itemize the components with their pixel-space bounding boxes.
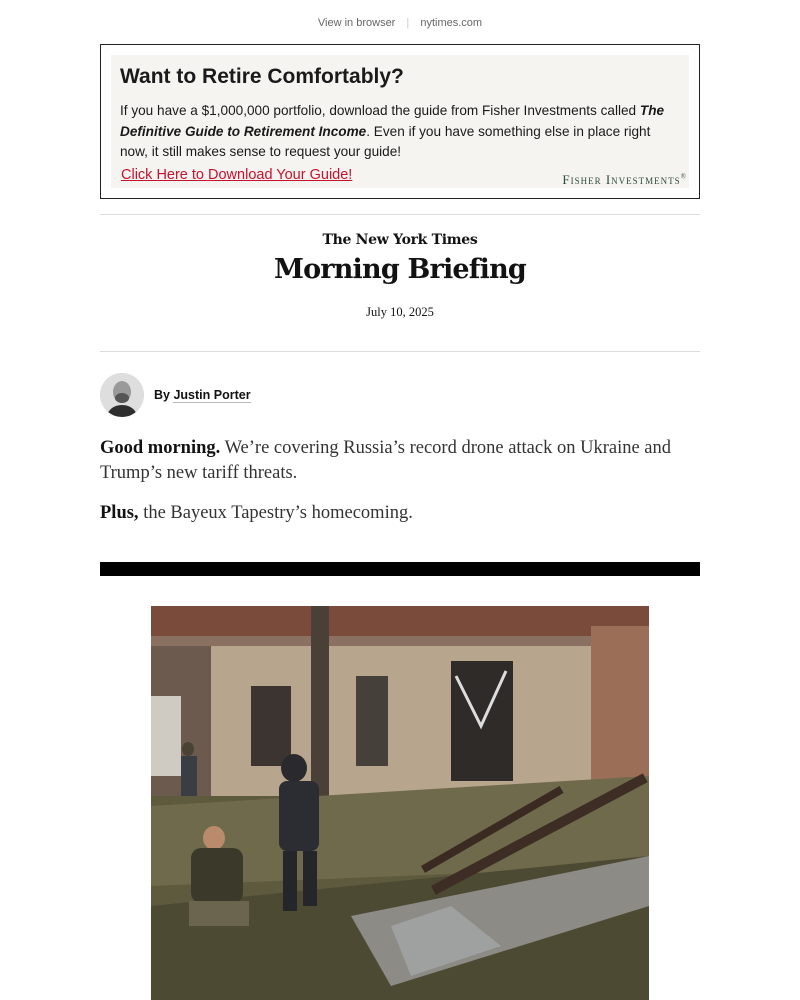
section-divider-bar	[100, 562, 700, 576]
author-link[interactable]: Justin Porter	[173, 388, 251, 402]
ukraine-damage-photo	[151, 606, 649, 1000]
ad-guide-title: The Definitive Guide to Retirement Income	[120, 103, 665, 139]
advertisement-banner[interactable]	[100, 44, 700, 199]
fisher-investments-logo	[562, 172, 687, 188]
divider	[100, 214, 700, 215]
ad-body	[120, 101, 680, 163]
byline-text	[154, 388, 251, 402]
intro	[100, 436, 700, 541]
ad-title: Want to Retire Comfortably?	[120, 65, 404, 88]
issue-date: July 10, 2025	[366, 305, 434, 319]
byline-prefix: By	[154, 388, 170, 402]
lead-story-photo[interactable]	[151, 606, 649, 1000]
ad-body-text-1: If you have a $1,000,000 portfolio, download the guide from Fisher Investments called	[120, 103, 640, 118]
intro-text: We’re covering Russia’s record drone attack on Ukraine and Trump’s new tariff threats.	[100, 438, 672, 483]
greeting: Good morning.	[100, 438, 221, 458]
download-guide-link[interactable]: Click Here to Download Your Guide!	[121, 167, 353, 183]
newsletter-title: Morning Briefing	[274, 254, 526, 285]
author-avatar	[100, 373, 144, 417]
author-photo	[100, 373, 144, 417]
intro-paragraph-plus	[100, 501, 700, 526]
divider	[100, 351, 700, 352]
ad-brand-mark: ®	[680, 172, 687, 181]
plus-label: Plus,	[100, 503, 139, 523]
top-links-separator: |	[406, 17, 410, 29]
nytimes-link[interactable]: nytimes.com	[420, 17, 483, 29]
nyt-masthead-logo: The New York Times	[322, 232, 478, 248]
ad-content	[111, 55, 689, 188]
ad-brand-name: Fisher Investments	[562, 172, 681, 187]
view-in-browser-link[interactable]: View in browser	[317, 17, 396, 29]
ad-body-text-2: . Even if you have something else in place right now, it still makes sense to request your guide!	[120, 123, 651, 159]
intro-paragraph	[100, 436, 700, 486]
plus-text: the Bayeux Tapestry’s homecoming.	[138, 503, 413, 523]
top-links	[0, 17, 800, 29]
